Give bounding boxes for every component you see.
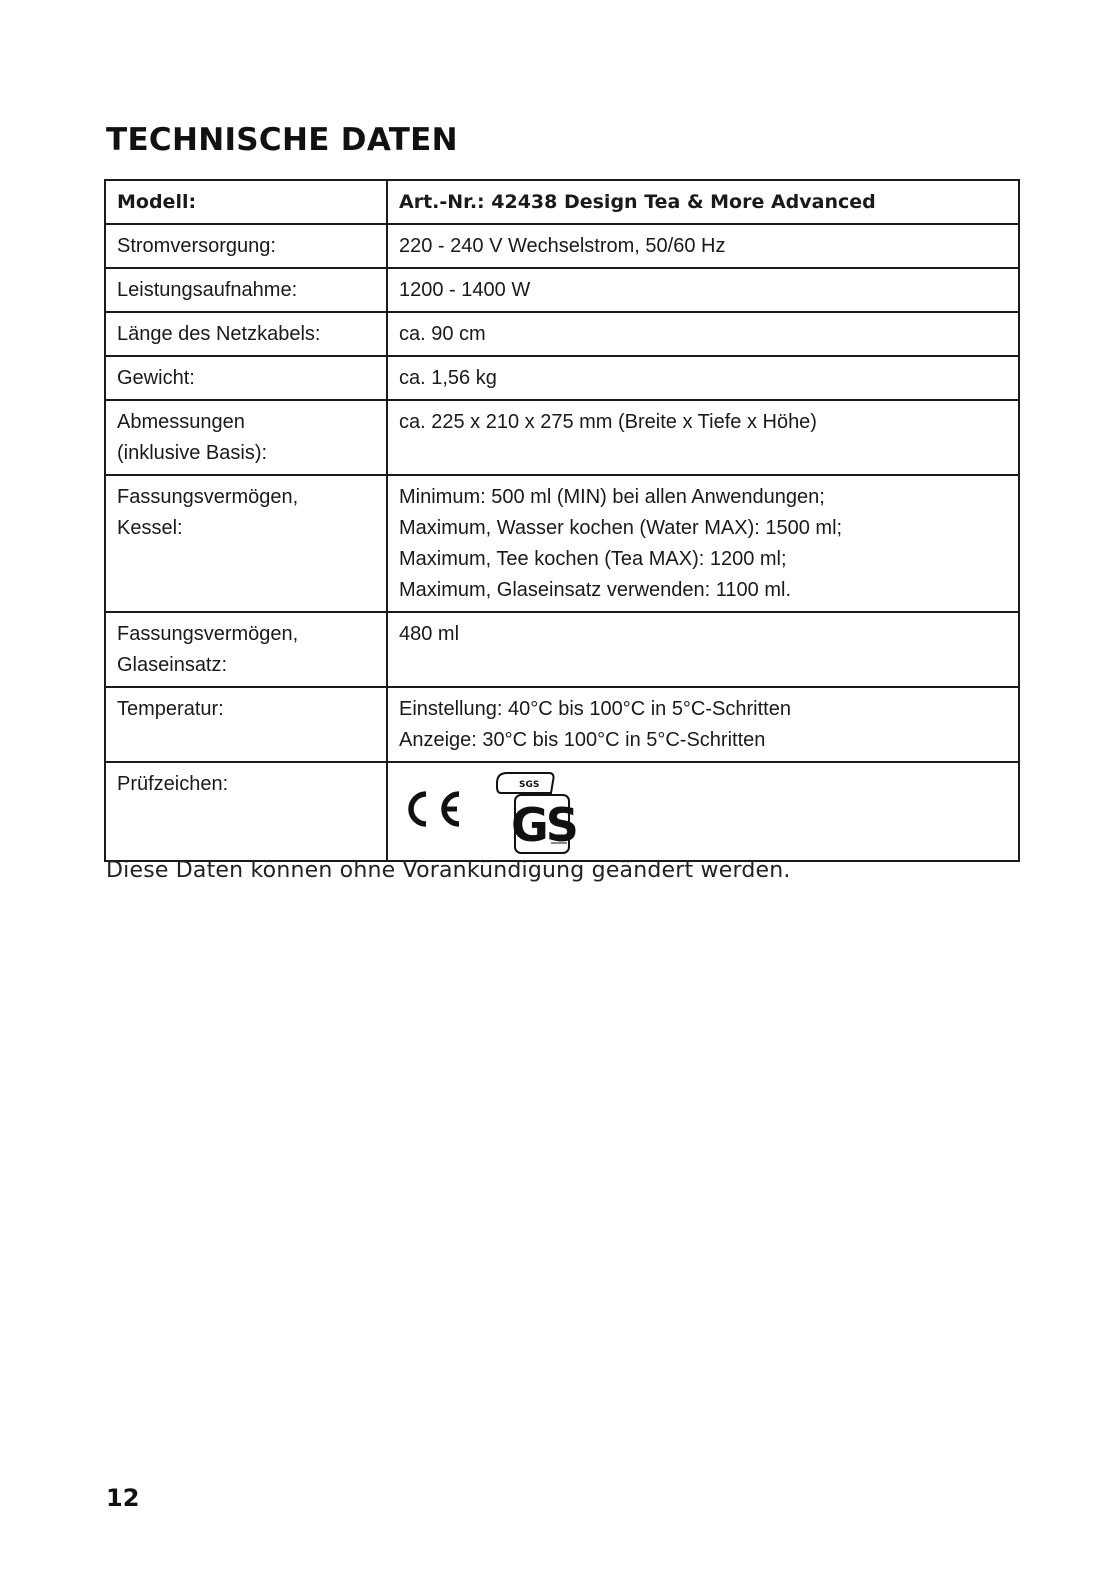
value-line: 220 - 240 V Wechselstrom, 50/60 Hz [399, 235, 726, 257]
label-line: Prüfzeichen: [117, 773, 229, 795]
row-value [387, 612, 1019, 687]
label-line: Glaseinsatz: [117, 654, 228, 676]
label-line: Temperatur: [117, 698, 224, 720]
value-line: 480 ml [399, 623, 460, 645]
label-line: Leistungsaufnahme: [117, 279, 298, 301]
table-row [105, 400, 1019, 475]
gs-badge-text: SGS [519, 780, 540, 790]
page-title: TECHNISCHE DATEN [106, 122, 458, 158]
label-line: Fassungsvermögen, [117, 486, 299, 508]
row-value [387, 224, 1019, 268]
ce-mark-icon [401, 789, 463, 829]
table-row [105, 224, 1019, 268]
label-line: Länge des Netzkabels: [117, 323, 321, 345]
value-line: ca. 1,56 kg [399, 367, 497, 389]
label-line: (inklusive Basis): [117, 442, 268, 464]
page-number: 12 [106, 1484, 140, 1512]
row-value [387, 268, 1019, 312]
row-label [105, 400, 387, 475]
row-label [105, 762, 387, 861]
value-line: Einstellung: 40°C bis 100°C in 5°C-Schritten [399, 698, 791, 720]
row-value [387, 475, 1019, 612]
row-label [105, 356, 387, 400]
value-line: ca. 225 x 210 x 275 mm (Breite x Tiefe x Höhe) [399, 411, 817, 433]
gs-text: GS [511, 798, 576, 852]
table-header-row [105, 180, 1019, 224]
table-row [105, 612, 1019, 687]
label-line: Kessel: [117, 517, 183, 539]
label-line: Gewicht: [117, 367, 195, 389]
gs-mark-icon [493, 769, 593, 855]
value-line: Maximum, Wasser kochen (Water MAX): 1500 ml; [399, 517, 843, 539]
row-label [105, 312, 387, 356]
row-label [105, 687, 387, 762]
row-value [387, 356, 1019, 400]
value-line: Anzeige: 30°C bis 100°C in 5°C-Schritten [399, 729, 766, 751]
row-value [387, 312, 1019, 356]
table-row [105, 687, 1019, 762]
value-line: ca. 90 cm [399, 323, 486, 345]
row-label [105, 268, 387, 312]
label-line: Abmessungen [117, 411, 245, 433]
certification-marks [399, 769, 1008, 855]
header-label: Modell: [105, 180, 387, 224]
table-row [105, 312, 1019, 356]
value-line: Maximum, Glaseinsatz verwenden: 1100 ml. [399, 579, 792, 601]
row-value [387, 687, 1019, 762]
row-label [105, 475, 387, 612]
value-line: Maximum, Tee kochen (Tea MAX): 1200 ml; [399, 548, 787, 570]
table-row [105, 268, 1019, 312]
certification-row [105, 762, 1019, 861]
table-row [105, 475, 1019, 612]
header-value: Art.-Nr.: 42438 Design Tea & More Advanced [387, 180, 1019, 224]
spec-table [104, 179, 1020, 862]
value-line: Minimum: 500 ml (MIN) bei allen Anwendungen; [399, 486, 825, 508]
row-value [387, 400, 1019, 475]
row-label [105, 224, 387, 268]
row-label [105, 612, 387, 687]
value-line: 1200 - 1400 W [399, 279, 531, 301]
row-value [387, 762, 1019, 861]
footnote: Diese Daten können ohne Vorankündigung geändert werden. [106, 858, 791, 883]
table-row [105, 356, 1019, 400]
label-line: Fassungsvermögen, [117, 623, 299, 645]
label-line: Stromversorgung: [117, 235, 276, 257]
